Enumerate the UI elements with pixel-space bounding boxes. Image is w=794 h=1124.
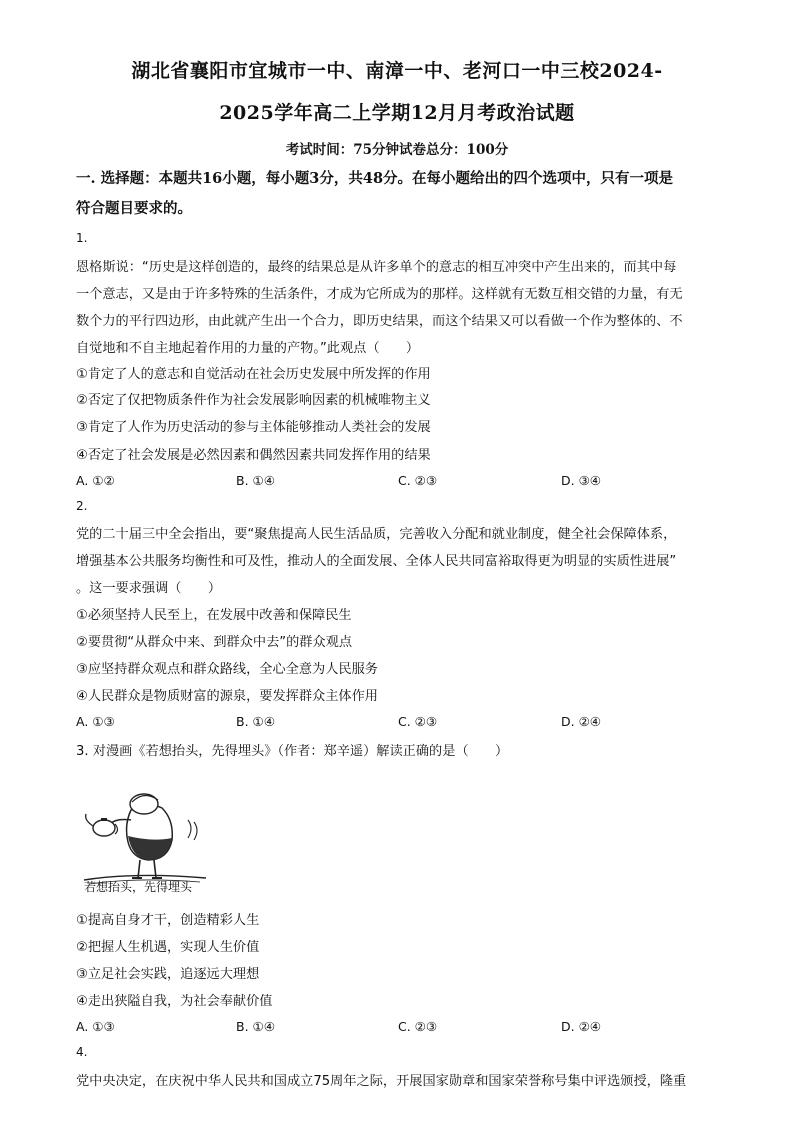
cartoon-caption: 若想抬头，先得埋头 (84, 880, 193, 894)
question-1-stem-line: 一个意志，又是由于许多特殊的生活条件，才成为它所成为的那样。这样就有无数互相交错的力量，有无 (76, 287, 683, 302)
question-1-item: ①肯定了人的意志和自觉活动在社会历史发展中所发挥的作用 (76, 367, 431, 382)
section-heading-line1: 一. 选择题：本题共16小题，每小题3分，共48分。在每小题给出的四个选项中，只有一项是 (76, 170, 674, 187)
question-4-number: 4. (76, 1045, 88, 1059)
question-1-stem-line: 数个力的平行四边形，由此就产生出一个合力，即历史结果，而这个结果又可以看做一个作为整体的、不 (76, 314, 683, 329)
question-2-item: ③应坚持群众观点和群众路线，全心全意为人民服务 (76, 662, 378, 677)
question-1-stem-line: 自觉地和不自主地起着作用的力量的产物。”此观点（ ） (76, 341, 420, 356)
question-2-number: 2. (76, 499, 88, 513)
option-a[interactable]: A. ①② (76, 473, 115, 488)
question-3-item: ①提高自身才干，创造精彩人生 (76, 913, 260, 928)
question-3-item: ③立足社会实践，追逐远大理想 (76, 967, 260, 982)
question-3-item: ②把握人生机遇，实现人生价值 (76, 940, 260, 955)
option-c[interactable]: C. ②③ (398, 1019, 438, 1034)
question-3-item: ④走出狭隘自我，为社会奉献价值 (76, 994, 273, 1009)
exam-info: 考试时间：75分钟试卷总分：100分 (285, 142, 509, 158)
question-2-item: ②要贯彻“从群众中来、到群众中去”的群众观点 (76, 635, 353, 650)
exam-title-line1: 湖北省襄阳市宜城市一中、南漳一中、老河口一中三校2024- (131, 60, 663, 82)
question-2-item: ①必须坚持人民至上，在发展中改善和保障民生 (76, 608, 352, 623)
option-d[interactable]: D. ②④ (561, 714, 601, 729)
exam-title-line2: 2025学年高二上学期12月月考政治试题 (219, 102, 575, 124)
option-b[interactable]: B. ①④ (236, 1019, 275, 1034)
option-b[interactable]: B. ①④ (236, 473, 275, 488)
option-d[interactable]: D. ②④ (561, 1019, 601, 1034)
section-heading-line2: 符合题目要求的。 (76, 200, 192, 217)
option-c[interactable]: C. ②③ (398, 473, 438, 488)
question-1-number: 1. (76, 231, 88, 245)
question-3-stem: 3. 对漫画《若想抬头，先得埋头》（作者：郑辛遥）解读正确的是（ ） (76, 744, 509, 759)
question-1-stem-line: 恩格斯说：“历史是这样创造的，最终的结果总是从许多单个的意志的相互冲突中产生出来的，而其中每 (76, 260, 677, 275)
question-1-item: ④否定了社会发展是必然因素和偶然因素共同发挥作用的结果 (76, 448, 431, 463)
question-2-stem-line: 。这一要求强调（ ） (76, 581, 222, 596)
question-2-stem-line: 增强基本公共服务均衡性和可及性，推动人的全面发展、全体人民共同富裕取得更为明显的实质性进展” (76, 554, 677, 569)
question-1-item: ③肯定了人作为历史活动的参与主体能够推动人类社会的发展 (76, 420, 431, 435)
question-2-stem-line: 党的二十届三中全会指出，要“聚焦提高人民生活品质，完善收入分配和就业制度，健全社会保障体系， (76, 527, 677, 542)
question-1-item: ②否定了仅把物质条件作为社会发展影响因素的机械唯物主义 (76, 393, 431, 408)
option-c[interactable]: C. ②③ (398, 714, 438, 729)
option-a[interactable]: A. ①③ (76, 1019, 115, 1034)
question-4-stem-line: 党中央决定，在庆祝中华人民共和国成立75周年之际，开展国家勋章和国家荣誉称号集中评选颁授，隆重 (76, 1074, 687, 1089)
option-b[interactable]: B. ①④ (236, 714, 275, 729)
question-2-item: ④人民群众是物质财富的源泉，要发挥群众主体作用 (76, 689, 378, 704)
option-a[interactable]: A. ①③ (76, 714, 115, 729)
option-d[interactable]: D. ③④ (561, 473, 601, 488)
